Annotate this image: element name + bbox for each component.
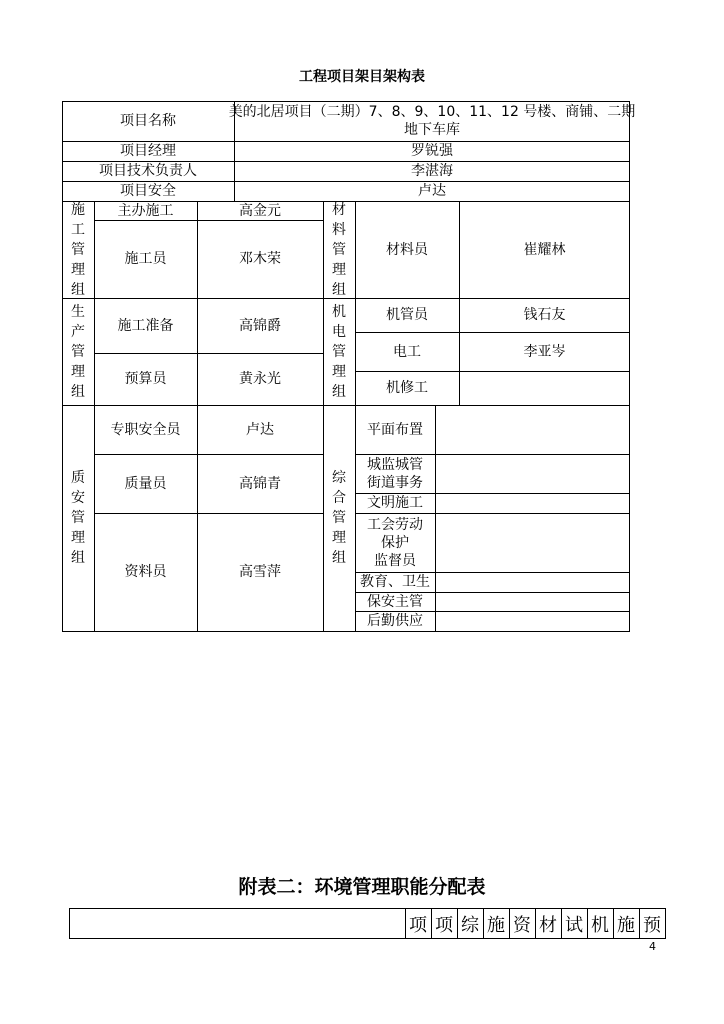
general-role-line: 保护 bbox=[381, 534, 409, 551]
project-safety-value: 卢达 bbox=[418, 183, 446, 199]
tech-lead-label: 项目技术负责人 bbox=[99, 163, 197, 179]
general-role: 后勤供应 bbox=[367, 613, 423, 629]
appendix-column-header: 综 bbox=[461, 914, 479, 936]
construction-group-label: 施工管理组 bbox=[71, 201, 85, 298]
general-role-line: 城监城管 bbox=[367, 456, 423, 473]
construction-role: 施工员 bbox=[124, 251, 167, 267]
project-name-line1: 美的北居项目（二期）7、8、9、10、11、12 号楼、商铺、二期 bbox=[228, 104, 636, 120]
general-role-line: 监督员 bbox=[374, 552, 416, 569]
construction-person: 高金元 bbox=[239, 202, 281, 219]
appendix-title: 附表二：环境管理职能分配表 bbox=[238, 876, 486, 898]
general-role: 教育、卫生 bbox=[360, 574, 430, 590]
project-manager-value: 罗锐强 bbox=[411, 143, 453, 159]
appendix-column-header: 资 bbox=[513, 914, 531, 936]
quality-role: 质量员 bbox=[124, 475, 167, 492]
project-manager-label: 项目经理 bbox=[120, 143, 176, 159]
quality-role: 专职安全员 bbox=[110, 421, 181, 438]
construction-role: 主办施工 bbox=[117, 202, 174, 219]
production-person: 高锦爵 bbox=[239, 317, 281, 334]
production-group-label: 生产管理组 bbox=[71, 303, 85, 400]
mech-role: 机管员 bbox=[386, 307, 428, 323]
page-number: 4 bbox=[649, 940, 656, 953]
appendix-column-header: 项 bbox=[409, 914, 427, 936]
project-name-value bbox=[228, 101, 636, 141]
quality-group-label: 质安管理组 bbox=[71, 470, 85, 566]
quality-person: 高雪萍 bbox=[239, 564, 281, 580]
quality-person: 高锦青 bbox=[239, 475, 281, 492]
appendix-column-header: 项 bbox=[435, 914, 453, 936]
production-role: 施工准备 bbox=[117, 317, 174, 334]
general-role bbox=[355, 513, 435, 572]
quality-role: 资料员 bbox=[124, 564, 167, 580]
appendix-column-header: 施 bbox=[617, 914, 635, 936]
materials-role: 材料员 bbox=[386, 241, 428, 258]
materials-group-label: 材料管理组 bbox=[332, 201, 346, 298]
document-title: 工程项目架目架构表 bbox=[299, 69, 425, 85]
appendix-column-header: 预 bbox=[643, 914, 661, 936]
appendix-table bbox=[69, 908, 666, 939]
mech-role: 电工 bbox=[393, 343, 421, 360]
general-role: 文明施工 bbox=[367, 495, 423, 511]
project-name-label: 项目名称 bbox=[120, 113, 176, 129]
general-role: 保安主管 bbox=[367, 593, 423, 610]
construction-person: 邓木荣 bbox=[239, 251, 281, 267]
mech-group-label: 机电管理组 bbox=[332, 303, 346, 400]
materials-person: 崔耀林 bbox=[523, 241, 566, 258]
mech-role: 机修工 bbox=[386, 380, 428, 396]
quality-person: 卢达 bbox=[246, 421, 274, 438]
project-name-line2: 地下车库 bbox=[404, 122, 460, 138]
mech-person bbox=[459, 371, 630, 405]
appendix-column-header: 机 bbox=[591, 914, 609, 936]
general-role bbox=[355, 454, 435, 493]
appendix-column-header: 材 bbox=[539, 914, 557, 936]
mech-person: 李亚岑 bbox=[523, 343, 566, 360]
appendix-column-header: 试 bbox=[565, 914, 583, 936]
project-safety-label: 项目安全 bbox=[120, 183, 176, 199]
production-person: 黄永光 bbox=[239, 371, 281, 387]
general-role-line: 街道事务 bbox=[367, 474, 423, 491]
general-group-label: 综合管理组 bbox=[332, 470, 346, 566]
mech-person: 钱石友 bbox=[523, 307, 566, 323]
tech-lead-value: 李湛海 bbox=[411, 163, 453, 179]
general-role-line: 工会劳动 bbox=[367, 516, 423, 533]
general-role: 平面布置 bbox=[367, 421, 423, 438]
org-structure-table bbox=[62, 101, 636, 632]
production-role: 预算员 bbox=[124, 371, 167, 387]
appendix-column-header: 施 bbox=[487, 914, 505, 936]
